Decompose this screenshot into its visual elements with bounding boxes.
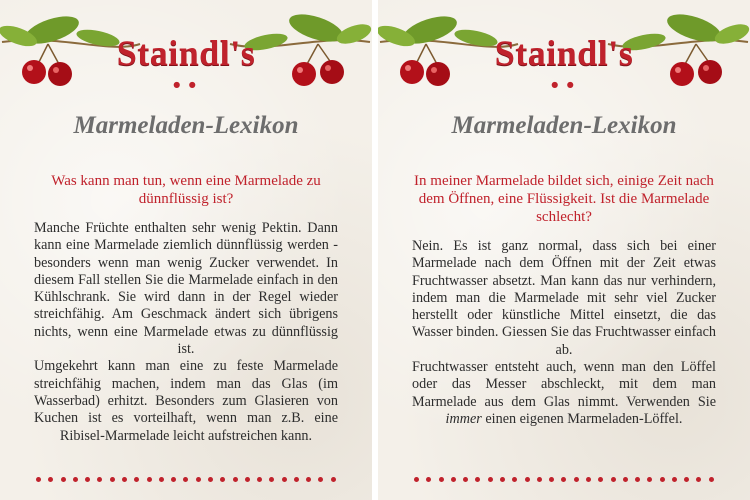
answer-text xyxy=(412,238,716,428)
question-heading: Was kann man tun, wenn eine Marmelade zu dünnflüssig ist? xyxy=(51,173,321,207)
answer-paragraph: Manche Früchte enthalten sehr wenig Pektin. Dann kann eine Marmelade ziemlich dünnflüssig werden - besonders wenn man wenig Zucker verwendet. In diesem Fall stellen Sie die Marmelade einfach in den Kühlschrank. Sie wird dann in der Regel wieder streichfähig. Am Geschmack ändert sich übrigens nichts, wenn eine Marmelade etwas zu dünnflüssig ist. xyxy=(34,220,338,358)
brand-logo: Staindl's xyxy=(494,33,634,73)
logo-dots: ● ● xyxy=(551,80,577,89)
page-title: Marmeladen-Lexikon xyxy=(73,112,299,139)
dot-divider xyxy=(36,477,336,482)
logo-dots: ● ● xyxy=(173,80,199,89)
answer-sentence: einen eigenen Marmeladen-Löffel. xyxy=(485,410,683,427)
answer-paragraph xyxy=(412,359,716,428)
dot-divider xyxy=(414,477,714,482)
question-heading: In meiner Marmelade bildet sich, einige Zeit nach dem Öffnen, eine Flüssigkeit. Ist die Marmelade schlecht? xyxy=(414,173,714,225)
logo-banner xyxy=(0,14,372,94)
emphasis-text: immer xyxy=(445,410,482,427)
lexicon-card-2 xyxy=(378,0,750,500)
brand-logo: Staindl's xyxy=(116,33,256,73)
answer-sentence: Fruchtwasser entsteht auch, wenn man den Löffel oder das Messer abschleckt, mit dem man Marmelade aus dem Glas nimmt. Verwenden Sie xyxy=(412,359,716,410)
logo-banner xyxy=(378,14,750,94)
answer-text xyxy=(34,220,338,445)
lexicon-card-1 xyxy=(0,0,372,500)
page-title: Marmeladen-Lexikon xyxy=(451,112,677,139)
answer-paragraph: Nein. Es ist ganz normal, dass sich bei einer Marmelade nach dem Öffnen mit der Zeit etwas Fruchtwasser absetzt. Man kann das nur verhindern, indem man die Marmelade mit sehr viel Zucker herstellt oder künstliche Mittel einsetzt, die das Wasser binden. Giessen Sie das Fruchtwasser einfach ab. xyxy=(412,238,716,358)
answer-paragraph: Umgekehrt kann man eine zu feste Marmelade streichfähig machen, indem man das Glas (im Wasserbad) erhitzt. Besonders zum Glasieren von Kuchen ist es vorteilhaft, wenn man z.B. eine Ribisel-Marmelade leicht aufstreichen kann. xyxy=(34,358,338,444)
